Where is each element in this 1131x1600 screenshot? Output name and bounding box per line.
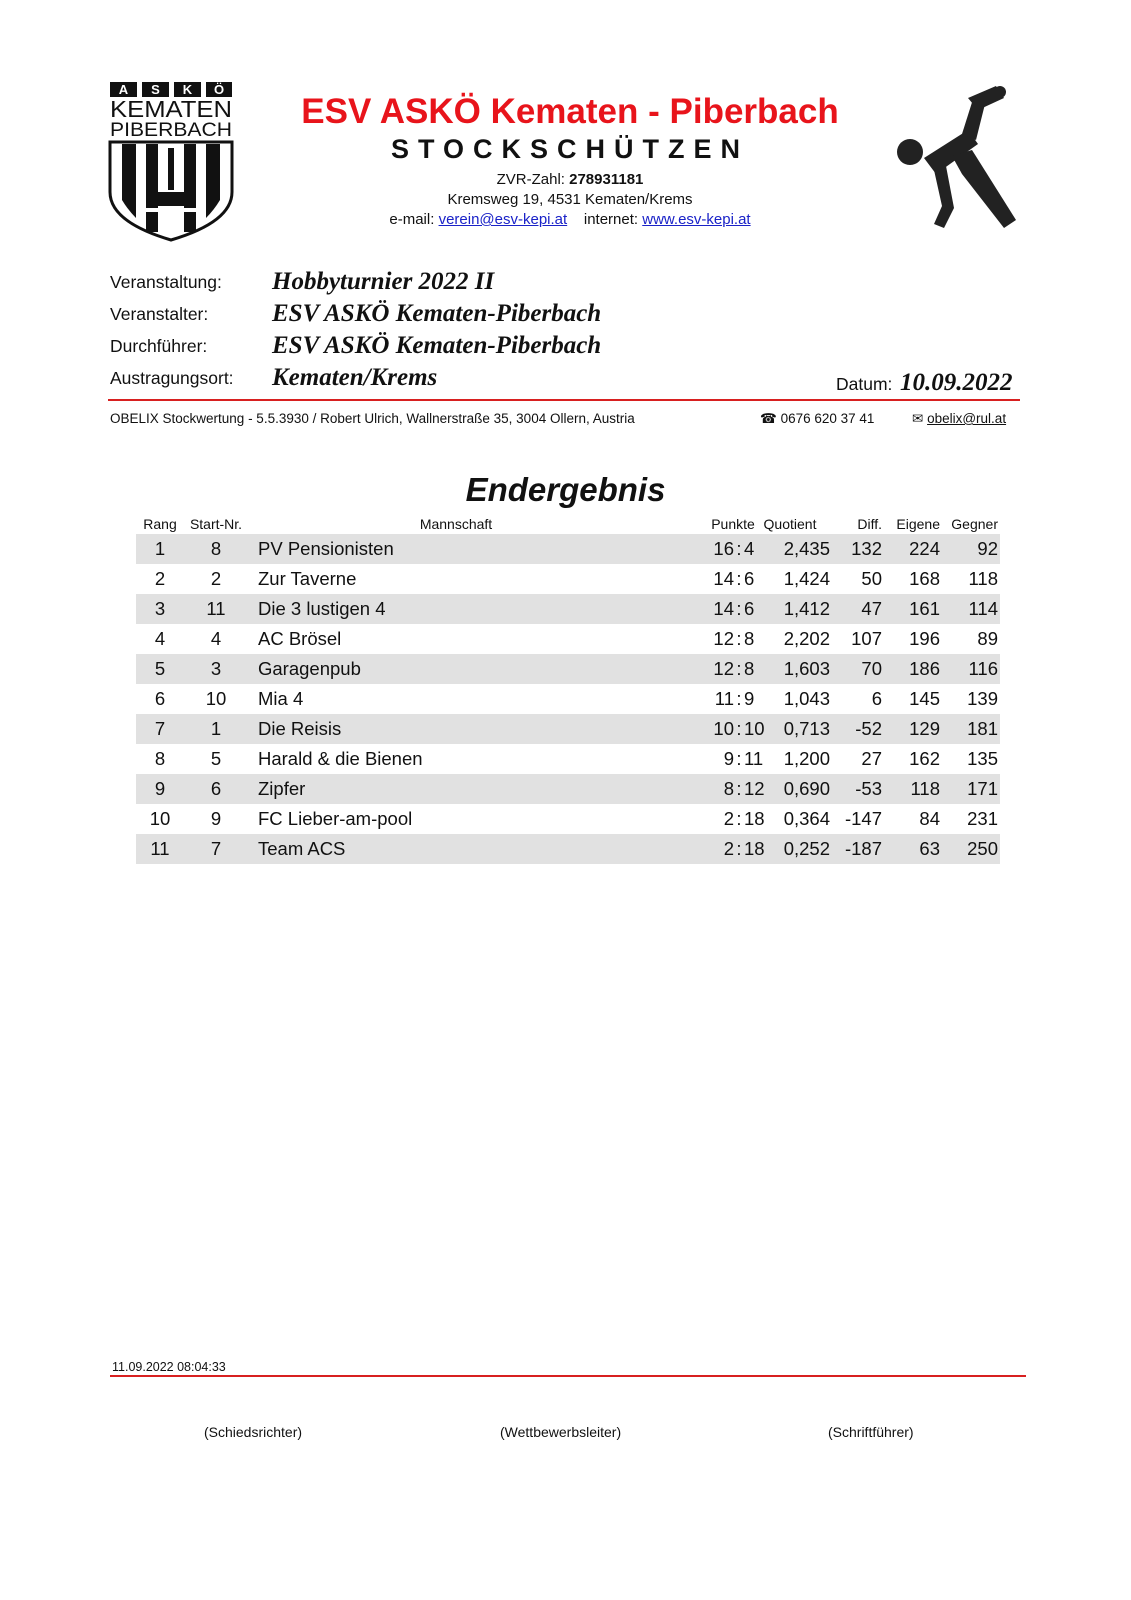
punkte-separator: : [736, 538, 742, 559]
print-timestamp: 11.09.2022 08:04:33 [112, 1360, 226, 1374]
table-row [136, 804, 1000, 834]
cell-rang: 1 [154, 538, 166, 559]
cell-team: Zipfer [258, 778, 306, 799]
punkte-plus: 11 [714, 688, 734, 709]
cell-quotient: 1,043 [783, 688, 830, 709]
cell-start: 2 [210, 568, 222, 589]
punkte-separator: : [736, 688, 742, 709]
cell-start: 6 [210, 778, 222, 799]
datum-value: 10.09.2022 [900, 369, 1013, 396]
punkte-minus: 12 [744, 778, 765, 799]
punkte-minus: 8 [744, 658, 755, 679]
cell-start: 3 [210, 658, 222, 679]
phone-number: 0676 620 37 41 [780, 411, 875, 426]
software-email-link[interactable]: obelix@rul.at [927, 411, 1007, 426]
punkte-separator: : [736, 658, 742, 679]
punkte-separator: : [736, 568, 742, 589]
durchfuehrer-value: ESV ASKÖ Kematen-Piberbach [272, 332, 602, 359]
punkte-minus: 8 [744, 628, 755, 649]
punkte-minus: 6 [744, 598, 755, 619]
cell-quotient: 0,713 [783, 718, 830, 739]
cell-eigene: 145 [909, 688, 940, 709]
punkte-minus: 10 [744, 718, 765, 739]
zvr-label: ZVR-Zahl: [496, 171, 565, 188]
cell-gegner: 89 [977, 628, 998, 649]
punkte-minus: 9 [744, 688, 755, 709]
logo-letter-o: Ö [213, 82, 225, 97]
cell-diff: 6 [871, 688, 882, 709]
ort-label: Austragungsort: [110, 368, 234, 388]
veranstalter-value: ESV ASKÖ Kematen-Piberbach [272, 300, 602, 327]
cell-quotient: 1,424 [783, 568, 830, 589]
cell-diff: 107 [851, 628, 882, 649]
cell-gegner: 116 [968, 658, 998, 679]
punkte-plus: 9 [723, 748, 734, 769]
cell-eigene: 162 [909, 748, 940, 769]
software-phone [760, 411, 874, 427]
punkte-plus: 8 [723, 778, 734, 799]
cell-diff: 27 [861, 748, 882, 769]
punkte-separator: : [736, 808, 742, 829]
cell-diff: 50 [861, 568, 882, 589]
table-row [136, 774, 1000, 804]
header-start: Start-Nr. [189, 516, 243, 532]
table-row [136, 564, 1000, 594]
punkte-plus: 14 [713, 598, 734, 619]
cell-start: 7 [210, 838, 222, 859]
footer-divider [110, 1375, 1026, 1377]
cell-start: 8 [210, 538, 222, 559]
cell-start: 5 [210, 748, 222, 769]
punkte-minus: 6 [744, 568, 755, 589]
results-table [136, 534, 1000, 864]
punkte-separator: : [736, 778, 742, 799]
club-zvr [240, 171, 900, 188]
cell-diff: -52 [855, 718, 882, 739]
cell-eigene: 196 [909, 628, 940, 649]
datum-label: Datum: [836, 374, 893, 394]
cell-rang: 8 [154, 748, 166, 769]
zvr-value: 278931181 [569, 171, 644, 188]
cell-team: Die Reisis [258, 718, 342, 739]
cell-diff: 47 [861, 598, 882, 619]
stock-thrower-icon [896, 86, 1020, 236]
header-rang: Rang [143, 516, 177, 532]
logo-piberbach: PIBERBACH [110, 120, 232, 141]
cell-rang: 6 [154, 688, 166, 709]
cell-team: PV Pensionisten [258, 538, 394, 559]
cell-team: Harald & die Bienen [258, 748, 423, 769]
results-table-header [136, 515, 1000, 533]
cell-rang: 10 [149, 808, 171, 829]
punkte-minus: 4 [744, 538, 755, 559]
cell-quotient: 1,412 [783, 598, 830, 619]
cell-team: Mia 4 [258, 688, 304, 709]
cell-gegner: 135 [967, 748, 998, 769]
cell-eigene: 168 [909, 568, 940, 589]
cell-gegner: 114 [968, 598, 998, 619]
cell-gegner: 118 [968, 568, 998, 589]
veranstaltung-value: Hobbyturnier 2022 II [272, 268, 495, 295]
internet-label: internet: [583, 211, 639, 228]
software-mail [912, 411, 1006, 427]
punkte-plus: 10 [713, 718, 734, 739]
header-divider [108, 399, 1020, 401]
table-row [136, 624, 1000, 654]
table-row [136, 684, 1000, 714]
punkte-separator: : [736, 748, 742, 769]
cell-gegner: 139 [967, 688, 998, 709]
cell-start: 11 [206, 598, 226, 619]
punkte-minus: 18 [744, 838, 765, 859]
cell-rang: 2 [154, 568, 166, 589]
signature-schriftfuehrer: (Schriftführer) [828, 1424, 914, 1440]
club-contact [240, 211, 900, 228]
phone-icon: ☎ [760, 411, 777, 426]
cell-start: 1 [210, 718, 222, 739]
cell-diff: 70 [861, 658, 882, 679]
ort-value: Kematen/Krems [272, 364, 438, 391]
cell-team: Zur Taverne [258, 568, 357, 589]
header-eigene: Eigene [896, 516, 940, 532]
durchfuehrer-label: Durchführer: [110, 336, 208, 356]
club-logo [108, 80, 234, 242]
cell-diff: 132 [851, 538, 882, 559]
club-title: ESV ASKÖ Kematen - Piberbach [301, 92, 839, 131]
header-punkte: Punkte [711, 516, 755, 532]
punkte-plus: 14 [713, 568, 734, 589]
logo-letter-k: K [182, 82, 193, 97]
punkte-minus: 18 [744, 808, 765, 829]
cell-team: AC Brösel [258, 628, 342, 649]
punkte-plus: 2 [723, 808, 734, 829]
header-team: Mannschaft [419, 516, 493, 532]
logo-letter-a: A [118, 82, 129, 97]
header-quotient: Quotient [763, 516, 817, 532]
cell-rang: 4 [154, 628, 166, 649]
cell-quotient: 2,435 [783, 538, 830, 559]
cell-rang: 7 [154, 718, 166, 739]
cell-eigene: 186 [909, 658, 940, 679]
cell-team: Die 3 lustigen 4 [258, 598, 386, 619]
cell-diff: -53 [855, 778, 882, 799]
cell-start: 10 [205, 688, 227, 709]
punkte-minus: 11 [744, 748, 764, 769]
punkte-plus: 12 [713, 658, 734, 679]
cell-rang: 9 [154, 778, 166, 799]
veranstalter-label: Veranstalter: [110, 304, 209, 324]
cell-quotient: 1,603 [783, 658, 830, 679]
punkte-separator: : [736, 718, 742, 739]
cell-quotient: 0,690 [783, 778, 830, 799]
cell-quotient: 1,200 [783, 748, 830, 769]
cell-start: 4 [210, 628, 222, 649]
signature-wettbewerbsleiter: (Wettbewerbsleiter) [500, 1424, 622, 1440]
veranstaltung-label: Veranstaltung: [110, 272, 222, 292]
mail-icon: ✉ [912, 411, 924, 426]
table-row [136, 834, 1000, 864]
logo-letter-s: S [151, 82, 160, 97]
punkte-separator: : [736, 628, 742, 649]
club-website-link[interactable]: www.esv-kepi.at [642, 211, 751, 228]
cell-quotient: 0,252 [783, 838, 830, 859]
cell-start: 9 [210, 808, 222, 829]
punkte-plus: 12 [713, 628, 734, 649]
cell-diff: -147 [844, 808, 882, 829]
email-label: e-mail: [389, 211, 435, 228]
header-gegner: Gegner [951, 516, 998, 532]
cell-team: Team ACS [258, 838, 346, 859]
cell-quotient: 0,364 [783, 808, 830, 829]
cell-eigene: 224 [909, 538, 940, 559]
table-row [136, 594, 1000, 624]
signature-schiedsrichter: (Schiedsrichter) [204, 1424, 303, 1440]
punkte-separator: : [736, 598, 742, 619]
logo-kematen: KEMATEN [110, 96, 232, 122]
club-address: Kremsweg 19, 4531 Kematen/Krems [447, 191, 693, 208]
cell-team: FC Lieber-am-pool [258, 808, 413, 829]
cell-gegner: 231 [967, 808, 998, 829]
punkte-plus: 16 [713, 538, 734, 559]
cell-eigene: 63 [919, 838, 940, 859]
club-subtitle: STOCKSCHÜTZEN [390, 134, 749, 164]
cell-gegner: 171 [967, 778, 998, 799]
cell-eigene: 118 [910, 778, 940, 799]
cell-rang: 3 [154, 598, 166, 619]
cell-eigene: 161 [909, 598, 940, 619]
table-row [136, 714, 1000, 744]
cell-quotient: 2,202 [783, 628, 830, 649]
cell-rang: 11 [150, 838, 170, 859]
cell-gegner: 92 [977, 538, 998, 559]
cell-rang: 5 [154, 658, 166, 679]
cell-diff: -187 [844, 838, 882, 859]
punkte-plus: 2 [723, 838, 734, 859]
table-row [136, 744, 1000, 774]
software-credit: OBELIX Stockwertung - 5.5.3930 / Robert Ulrich, Wallnerstraße 35, 3004 Ollern, Austria [110, 411, 635, 426]
table-row [136, 654, 1000, 684]
punkte-separator: : [736, 838, 742, 859]
cell-team: Garagenpub [258, 658, 361, 679]
cell-eigene: 84 [919, 808, 940, 829]
table-row [136, 534, 1000, 564]
cell-eigene: 129 [909, 718, 940, 739]
header-diff: Diff. [857, 516, 882, 532]
cell-gegner: 181 [967, 718, 998, 739]
club-email-link[interactable]: verein@esv-kepi.at [438, 211, 568, 228]
results-title: Endergebnis [465, 471, 666, 508]
cell-gegner: 250 [967, 838, 998, 859]
